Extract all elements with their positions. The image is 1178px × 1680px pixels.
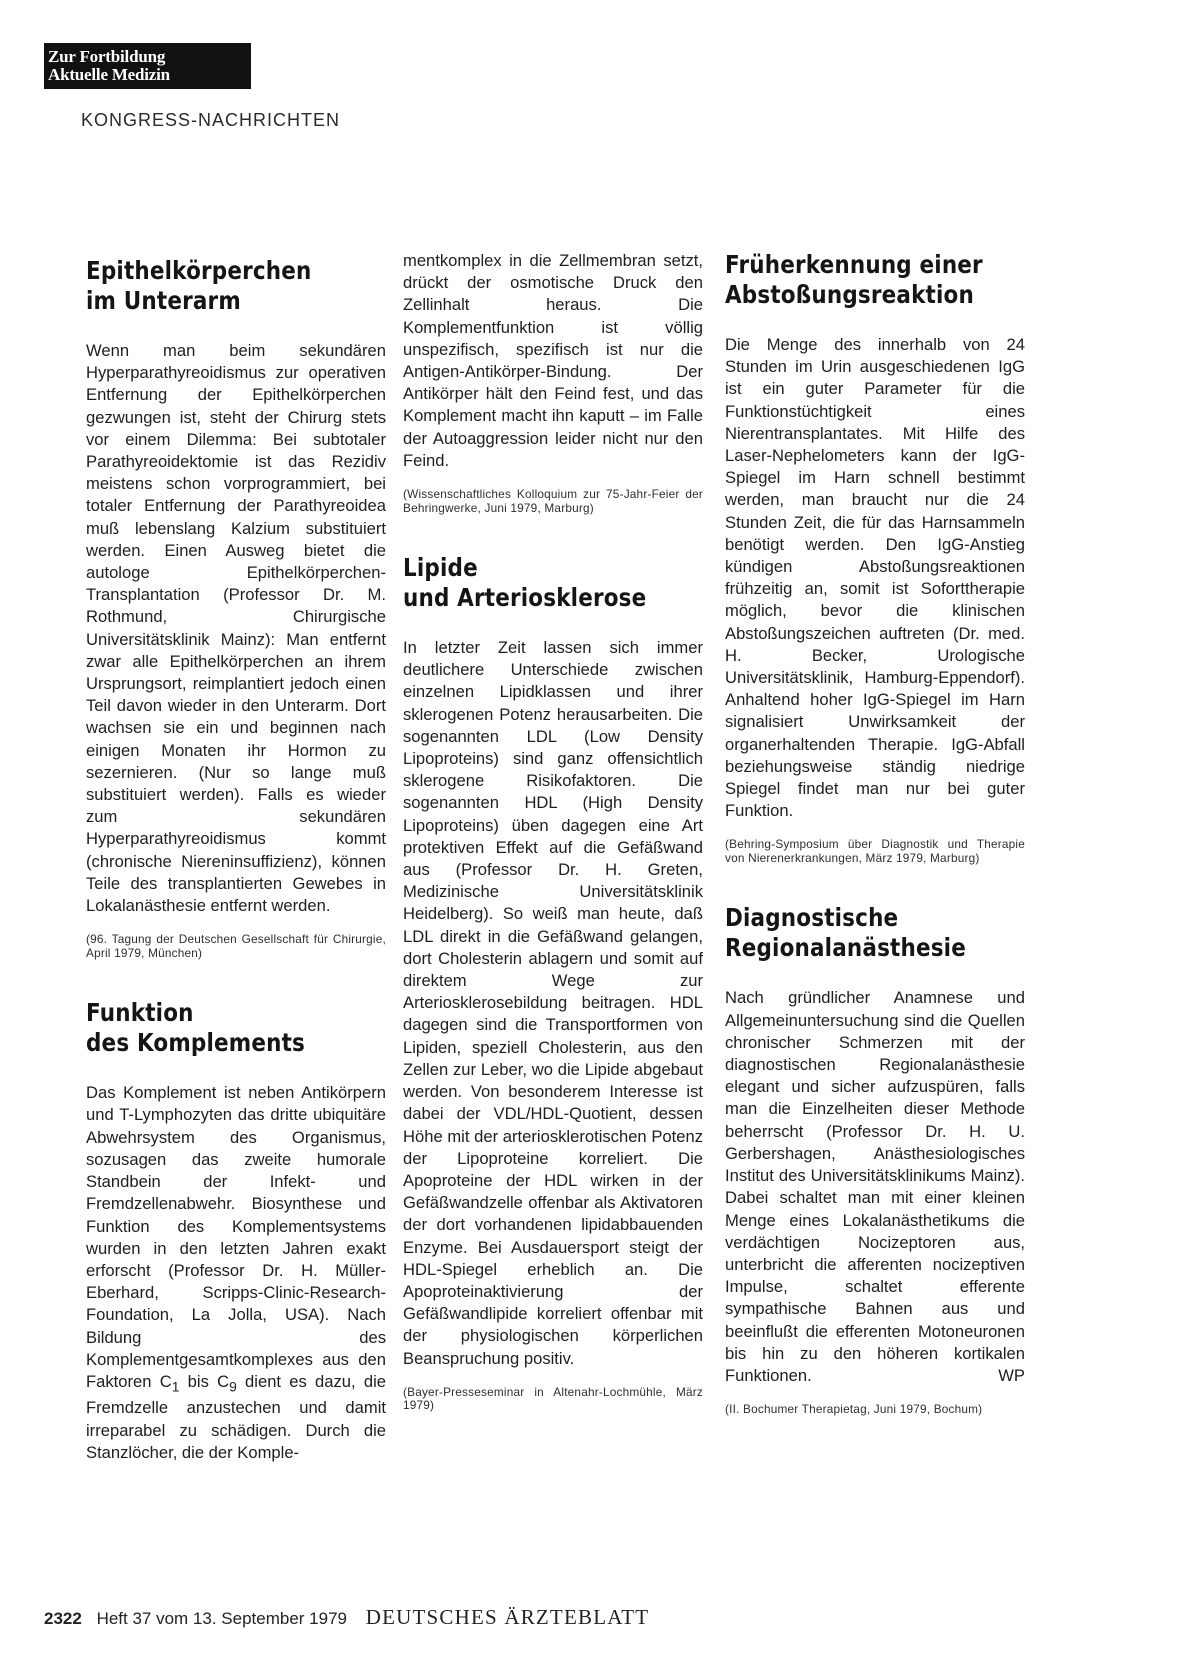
article-source: (Wissenschaftliches Kolloquium zur 75-Jahr-Feier der Behringwerke, Juni 1979, Marburg) [403, 487, 703, 515]
article-body: Die Menge des innerhalb von 24 Stunden im Urin ausgeschiedenen IgG ist ein guter Parameter für die Funktionstüchtigkeit eines Nierentransplantates. Mit Hilfe des Laser-Nephelometers kann der IgG-Spiegel im Harn schnell bestimmt werden, man braucht nur die 24 Stunden Zeit, die für das Harnsammeln benötigt werden. Den IgG-Anstieg kündigen Abstoßungsreaktionen frühzeitig an, somit ist Soforttherapie möglich, bevor die klinischen Abstoßungszeichen auftreten (Dr. med. H. Becker, Urologische Universitätsklinik, Hamburg-Eppendorf). Anhaltend hoher IgG-Spiegel im Harn signalisiert Unwirksamkeit der organerhaltenden Therapie. IgG-Abfall beziehungsweise ständig niedrige Spiegel findet man nur bei guter Funktion. [725, 335, 1025, 821]
section-label: KONGRESS-NACHRICHTEN [81, 110, 341, 130]
article-title: Diagnostische Regionalanästhesie [725, 903, 966, 963]
article-source: (Behring-Symposium über Diagnostik und Therapie von Nierenerkrankungen, März 1979, Marburg) [725, 837, 1025, 865]
badge-line-1: Zur Fortbildung [48, 47, 166, 66]
article-body: In letzter Zeit lassen sich immer deutlichere Unterschiede zwischen einzelnen Lipidklassen und ihrer sklerogenen Potenz herausarbeiten. Die sogenannten LDL (Low Density Lipoproteins) sind ganz offensichtlich sklerogene Risikofaktoren. Die sogenannten HDL (High Density Lipoproteins) üben dagegen eine Art protektiven Effekt auf die Gefäßwand aus (Professor Dr. H. Greten, Medizinische Universitätsklinik Heidelberg). So weiß man heute, daß LDL direkt in die Gefäßwand gelangen, dort Cholesterin ablagern und somit auf direktem Wege zur Arteriosklerosebildung beitragen. HDL dagegen sind die Transportformen von Lipiden, speziell Cholesterin, aus den Zellen zur Leber, wo die Lipide abgebaut werden. Von besonderem Interesse ist dabei der VDL/HDL-Quotient, dessen Höhe mit der arteriosklerotischen Potenz der Lipoproteine korreliert. Die Apoproteine der HDL wirken in der Gefäßwandzelle offenbar als Aktivatoren der dort vorhandenen lipidabbauenden Enzyme. Bei Ausdauersport steigt der HDL-Spiegel erheblich an. Die Apoproteinaktivierung der Gefäßwandlipide korreliert offenbar mit der physiologischen körperlichen Beanspruchung positiv. [403, 638, 703, 1368]
article-source: (Bayer-Presseseminar in Altenahr-Lochmühle, März 1979) [403, 1384, 703, 1413]
article-komplement-continued [403, 250, 703, 515]
article-body: Wenn man beim sekundären Hyperparathyreoidismus zur operativen Entfernung der Epithelkörperchen gezwungen ist, steht der Chirurg stets vor einem Dilemma: Bei subtotaler Parathyreoidektomie ist das Rezidiv meistens schon vorprogrammiert, bei totaler Entfernung der Parathyreoidea muß lebenslang Kalzium substituiert werden. Einen Ausweg bietet die autologe Epithelkörperchen-Transplantation (Professor Dr. M. Rothmund, Chirurgische Universitätsklinik Mainz): Man entfernt zwar alle Epithelkörperchen an ihrem Ursprungsort, reimplantiert jedoch einen Teil davon wieder in den Unterarm. Dort wachsen sie ein und beginnen nach einigen Monaten ihr Hormon zu sezernieren. (Nur so lange muß substituiert werden). Falls es wieder zum sekundären Hyperparathyreoidismus kommt (chronische Niereninsuffizienz), können Teile des transplantierten Gewebes in Lokalanästhesie entfernt werden. [86, 341, 386, 916]
article-body: Das Komplement ist neben Antikörpern und T-Lymphozyten das dritte ubiquitäre Abwehrsystem des Organismus, sozusagen das zweite humorale Standbein der Infekt- und Fremdzellenabwehr. Biosynthese und Funktion des Komplementsystems wurden in den letzten Jahren exakt erforscht (Professor Dr. H. Müller-Eberhard, Scripps-Clinic-Research-Foundation, La Jolla, USA). Nach Bildung des Komplementgesamtkomplexes aus den Faktoren $C_1$ bis $C_9$ dient es dazu, die Fremdzelle anzustechen und damit irreparabel zu schädigen. Durch die Stanzlöcher, die der Komple- [86, 1083, 387, 1462]
journal-name: DEUTSCHES ÄRZTEBLATT [365, 1605, 650, 1629]
column-2 [403, 250, 703, 1451]
article-title: Funktion des Komplements [86, 998, 306, 1058]
article-komplement [86, 998, 386, 1464]
page-number: 2322 [44, 1609, 82, 1628]
article-body: Nach gründlicher Anamnese und Allgemeinuntersuchung sind die Quellen chronischer Schmerzen mit der diagnostischen Regionalanästhesie elegant und sicher aufzuspüren, falls man die Einzelheiten dieser Methode beherrscht (Professor Dr. H. U. Gerbershagen, Anästhesiologisches Institut des Universitätsklinikums Mainz). Dabei schaltet man mit einer kleinen Menge eines Lokalanästhetikums die verdächtigen Nocizeptoren aus, unterbricht die afferenten nocizeptiven Impulse, schaltet efferente sympathische Bahnen aus und beeinflußt die efferenten Motoneuronen bis hin zu den höheren kortikalen Funktionen. WP [725, 987, 1025, 1387]
article-title: Epithelkörperchen im Unterarm [86, 256, 312, 315]
article-epithelkoerperchen [86, 256, 386, 960]
page-footer [44, 1605, 649, 1630]
article-body: mentkomplex in die Zellmembran setzt, drückt der osmotische Druck den Zellinhalt heraus. Die Komplementfunktion ist völlig unspezifisch, spezifisch ist nur die Antigen-Antikörper-Bindung. Der Antikörper hält den Feind fest, und das Komplement macht ihn kaputt – im Falle der Autoaggression leider nicht nur den Feind. [403, 251, 703, 470]
issue-info: Heft 37 vom 13. September 1979 [96, 1609, 347, 1628]
author-signature: WP [998, 1365, 1025, 1385]
article-lipide [403, 553, 703, 1413]
article-source: (II. Bochumer Therapietag, Juni 1979, Bochum) [725, 1402, 983, 1417]
article-title: Früherkennung einer Abstoßungsreaktion [725, 250, 983, 309]
article-regionalanaesthesie [725, 903, 1025, 1416]
section-badge [44, 43, 251, 89]
article-abstossung [725, 250, 1025, 865]
badge-line-2: Aktuelle Medizin [48, 65, 170, 84]
column-1 [86, 256, 386, 1502]
article-title: Lipide und Arteriosklerose [403, 553, 647, 613]
column-3 [725, 250, 1025, 1455]
article-source: (96. Tagung der Deutschen Gesellschaft für Chirurgie, April 1979, München) [86, 932, 386, 960]
